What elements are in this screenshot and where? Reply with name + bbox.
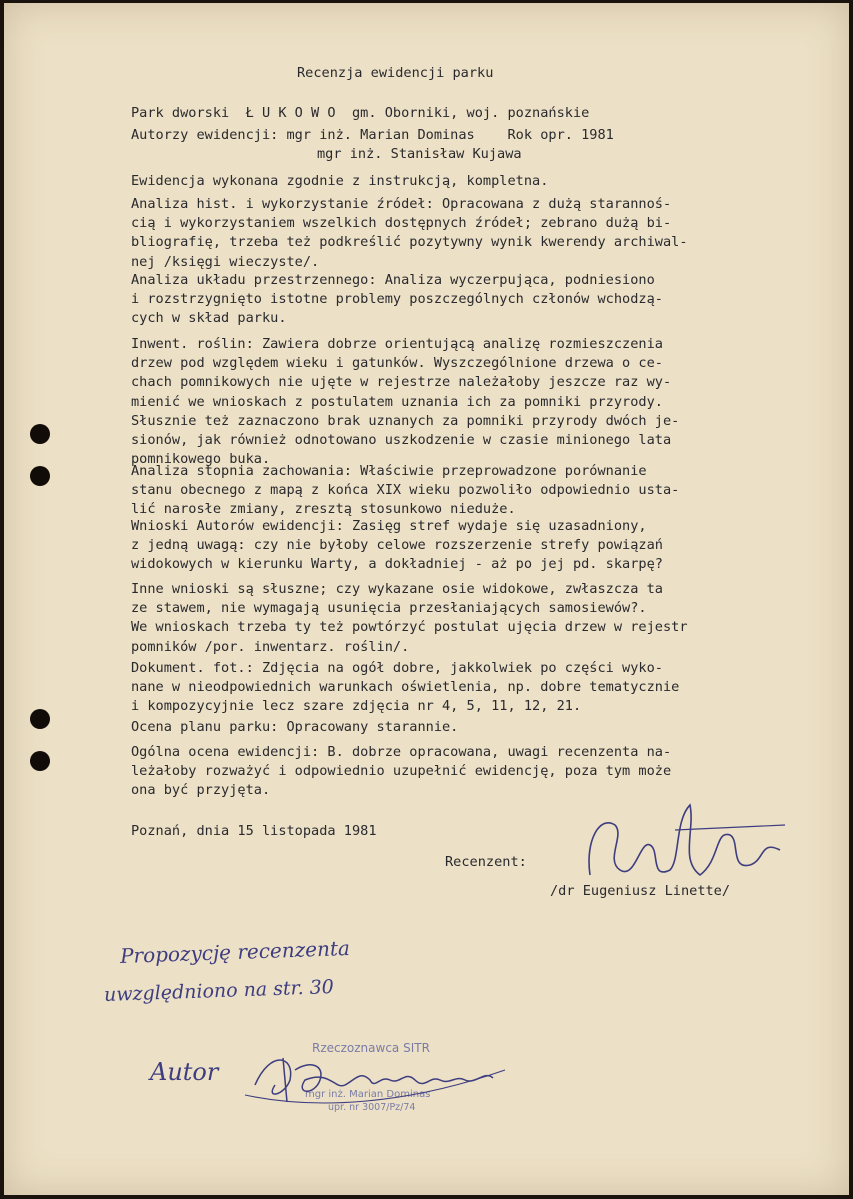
place-date: Poznań, dnia 15 listopada 1981 [131,823,377,839]
review-text-line: leżałoby rozważyć i odpowiednio uzupełnić ewidencję, poza tym może [131,763,672,780]
punch-hole-2 [30,466,50,486]
review-text-line: bliografię, trzeba też podkreślić pozytywny wynik kwerendy archiwal- [131,234,688,251]
review-text-line: pomników /por. inwentarz. roślin/. [131,638,410,655]
handwritten-note-line-2: uwzględniono na str. 30 [103,975,335,1007]
review-text-line: Słusznie też zaznaczono brak uznanych za pomniki przyrody dwóch je- [131,412,680,429]
review-text-line: drzew pod względem wieku i gatunków. Wyszczególnione drzewa o ce- [131,355,663,372]
review-text-line: cych w skład parku. [131,310,287,327]
author-label: Autor [150,1058,219,1086]
reviewer-name: /dr Eugeniusz Linette/ [550,883,731,899]
review-text-line: We wnioskach trzeba ty też powtórzyć postulat ujęcia drzew w rejestr [131,619,688,636]
review-text-line: Inwent. roślin: Zawiera dobrze orientującą analizę rozmieszczenia [131,336,663,352]
review-text-line: Analiza układu przestrzennego: Analiza wyczerpująca, podniesiono [131,272,655,288]
stamp-title: Rzeczoznawca SITR [312,1041,430,1055]
review-text-line: Wnioski Autorów ewidencji: Zasięg stref wydaje się uzasadniony, [131,518,647,534]
review-text-line: stanu obecnego z mapą z końca XIX wieku pozwoliło odpowiednio usta- [131,482,680,499]
review-text-line: lić narosłe zmiany, zresztą stosunkowo nieduże. [131,501,516,518]
park-line: Park dworski Ł U K O W O gm. Oborniki, woj. poznańskie [131,105,590,121]
review-text-line: i kompozycyjnie lecz szare zdjęcia nr 4, 5, 11, 12, 21. [131,698,582,715]
review-text-line: Dokument. fot.: Zdjęcia na ogół dobre, jakkolwiek po części wyko- [131,660,663,676]
review-text-line: ze stawem, nie wymagają usunięcia przesłaniających samosiewów?. [131,600,647,617]
review-text-line: mienić we wnioskach z postulatem uznania ich za pomniki przyrody. [131,393,663,410]
review-text-line: chach pomnikowych nie ujęte w rejestrze należałoby jeszcze raz wy- [131,374,672,391]
review-text-line: nej /księgi wieczyste/. [131,253,320,270]
review-text-line: Ocena planu parku: Opracowany starannie. [131,719,459,735]
review-text-line: i rozstrzygnięto istotne problemy poszczególnych członów wchodzą- [131,291,663,308]
handwritten-note-line-1: Propozycję recenzenta [119,935,351,969]
review-text-line: pomnikowego buka. [131,451,271,468]
stamp-number: upr. nr 3007/Pz/74 [328,1102,416,1113]
authors-line: Autorzy ewidencji: mgr inż. Marian Dominas Rok opr. 1981 [131,127,614,143]
review-text-line: sionów, jak również odnotowano uszkodzenie w czasie minionego lata [131,432,672,448]
review-text-line: cią i wykorzystaniem wszelkich dostępnych źródeł; zebrano dużą bi- [131,215,672,232]
review-text-line: Ogólna ocena ewidencji: B. dobrze opracowana, uwagi recenzenta na- [131,744,672,760]
review-text-line: Analiza stopnia zachowania: Właściwie przeprowadzone porównanie [131,463,647,479]
review-text-line: Ewidencja wykonana zgodnie z instrukcją, kompletna. [131,173,549,189]
punch-hole-1 [30,424,50,444]
review-text-line: widokowych w kierunku Warty, a dokładniej - aż po jej pd. skarpę? [131,556,663,573]
author-signature [235,1040,515,1120]
document-title: Recenzja ewidencji parku [297,65,494,81]
punch-hole-3 [30,709,50,729]
review-text-line: ona być przyjęta. [131,782,271,799]
stamp-name: mgr inż. Marian Dominas [305,1089,431,1100]
punch-hole-4 [30,751,50,771]
reviewer-signature [580,800,800,900]
review-text-line: Inne wnioski są słuszne; czy wykazane osie widokowe, zwłaszcza ta [131,581,663,597]
authors-second-line: mgr inż. Stanisław Kujawa [317,146,522,162]
review-text-line: z jedną uwagą: czy nie byłoby celowe rozszerzenie strefy powiązań [131,537,663,554]
review-text-line: Analiza hist. i wykorzystanie źródeł: Opracowana z dużą starannoś- [131,196,672,212]
reviewer-label: Recenzent: [445,854,527,870]
review-text-line: nane w nieodpowiednich warunkach oświetlenia, np. dobre tematycznie [131,679,680,696]
